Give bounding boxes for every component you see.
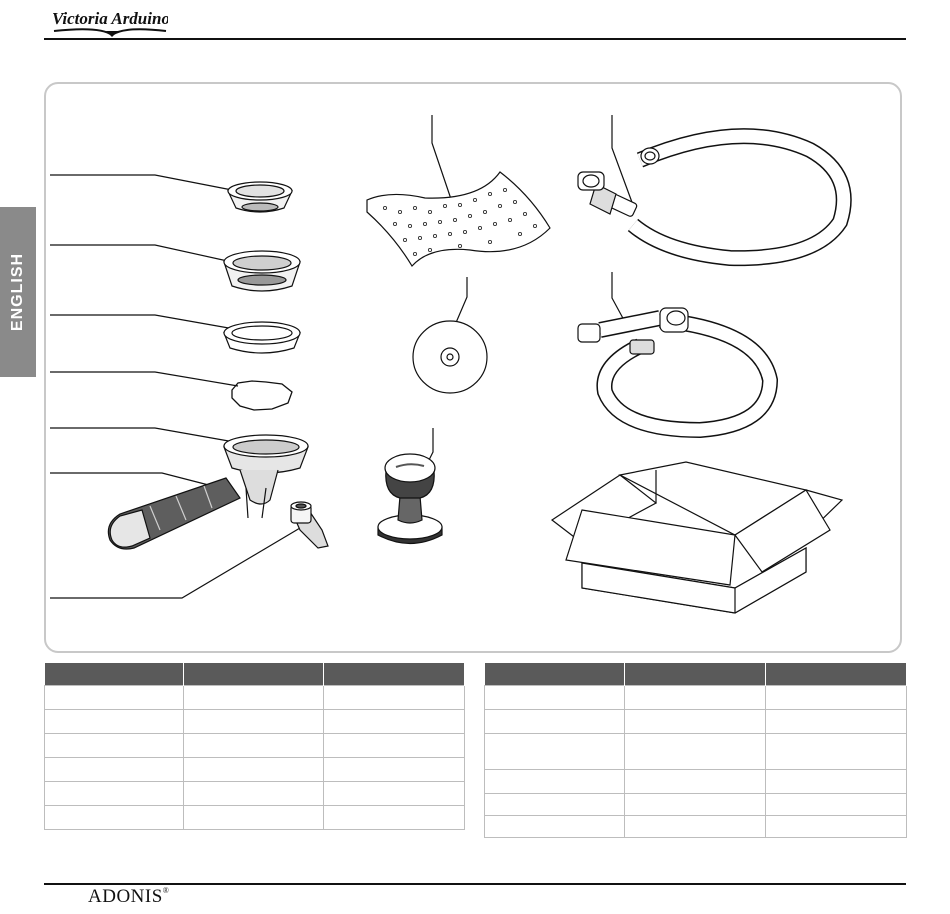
table-row bbox=[45, 782, 465, 806]
table-header-cell bbox=[324, 663, 465, 686]
table-cell bbox=[184, 806, 324, 830]
table-row bbox=[45, 734, 465, 758]
language-tab[interactable] bbox=[0, 207, 36, 377]
table-cell bbox=[766, 816, 907, 838]
table-header-cell bbox=[766, 663, 907, 686]
table-cell bbox=[625, 770, 766, 794]
table-cell bbox=[184, 710, 324, 734]
table-row bbox=[45, 710, 465, 734]
table-cell bbox=[324, 782, 465, 806]
model-name bbox=[88, 886, 169, 908]
table-header-row bbox=[485, 663, 907, 686]
table-cell bbox=[184, 686, 324, 710]
table-row bbox=[485, 794, 907, 816]
table-cell bbox=[485, 770, 625, 794]
footer-rule bbox=[44, 883, 906, 885]
table-cell bbox=[184, 782, 324, 806]
table-cell bbox=[485, 794, 625, 816]
table-row bbox=[485, 734, 907, 770]
table-cell bbox=[625, 710, 766, 734]
table-cell bbox=[324, 710, 465, 734]
table-row bbox=[485, 686, 907, 710]
table-cell bbox=[184, 758, 324, 782]
table-cell bbox=[766, 770, 907, 794]
table-cell bbox=[45, 686, 184, 710]
table-cell bbox=[45, 710, 184, 734]
table-cell bbox=[625, 734, 766, 770]
table-row bbox=[485, 710, 907, 734]
table-header-cell bbox=[45, 663, 184, 686]
parts-table-left bbox=[44, 663, 465, 830]
brand-wordmark: Victoria Arduino bbox=[52, 9, 168, 28]
brand-logo bbox=[50, 4, 168, 38]
table-cell bbox=[625, 686, 766, 710]
table-cell bbox=[766, 734, 907, 770]
table-cell bbox=[766, 686, 907, 710]
table-row bbox=[45, 758, 465, 782]
table-row bbox=[485, 770, 907, 794]
table-cell bbox=[625, 794, 766, 816]
table-cell bbox=[625, 816, 766, 838]
table-row bbox=[45, 686, 465, 710]
table-cell bbox=[45, 806, 184, 830]
table-cell bbox=[184, 734, 324, 758]
table-cell bbox=[324, 758, 465, 782]
language-tab-label: ENGLISH bbox=[9, 252, 26, 332]
table-cell bbox=[324, 806, 465, 830]
table-cell bbox=[485, 686, 625, 710]
table-row bbox=[485, 816, 907, 838]
table-cell bbox=[766, 710, 907, 734]
table-header-cell bbox=[625, 663, 766, 686]
table-header-cell bbox=[485, 663, 625, 686]
table-cell bbox=[45, 758, 184, 782]
table-cell bbox=[324, 686, 465, 710]
table-cell bbox=[485, 710, 625, 734]
table-cell bbox=[766, 794, 907, 816]
table-cell bbox=[45, 734, 184, 758]
table-header-row bbox=[45, 663, 465, 686]
registered-mark: ® bbox=[162, 886, 170, 895]
table-row bbox=[45, 806, 465, 830]
table-cell bbox=[485, 734, 625, 770]
accessories-panel bbox=[44, 82, 902, 653]
parts-table-right bbox=[484, 663, 907, 838]
table-cell bbox=[45, 782, 184, 806]
table-cell bbox=[485, 816, 625, 838]
header-rule bbox=[44, 38, 906, 40]
model-name-text: ADONIS bbox=[88, 886, 163, 907]
table-cell bbox=[324, 734, 465, 758]
table-header-cell bbox=[184, 663, 324, 686]
